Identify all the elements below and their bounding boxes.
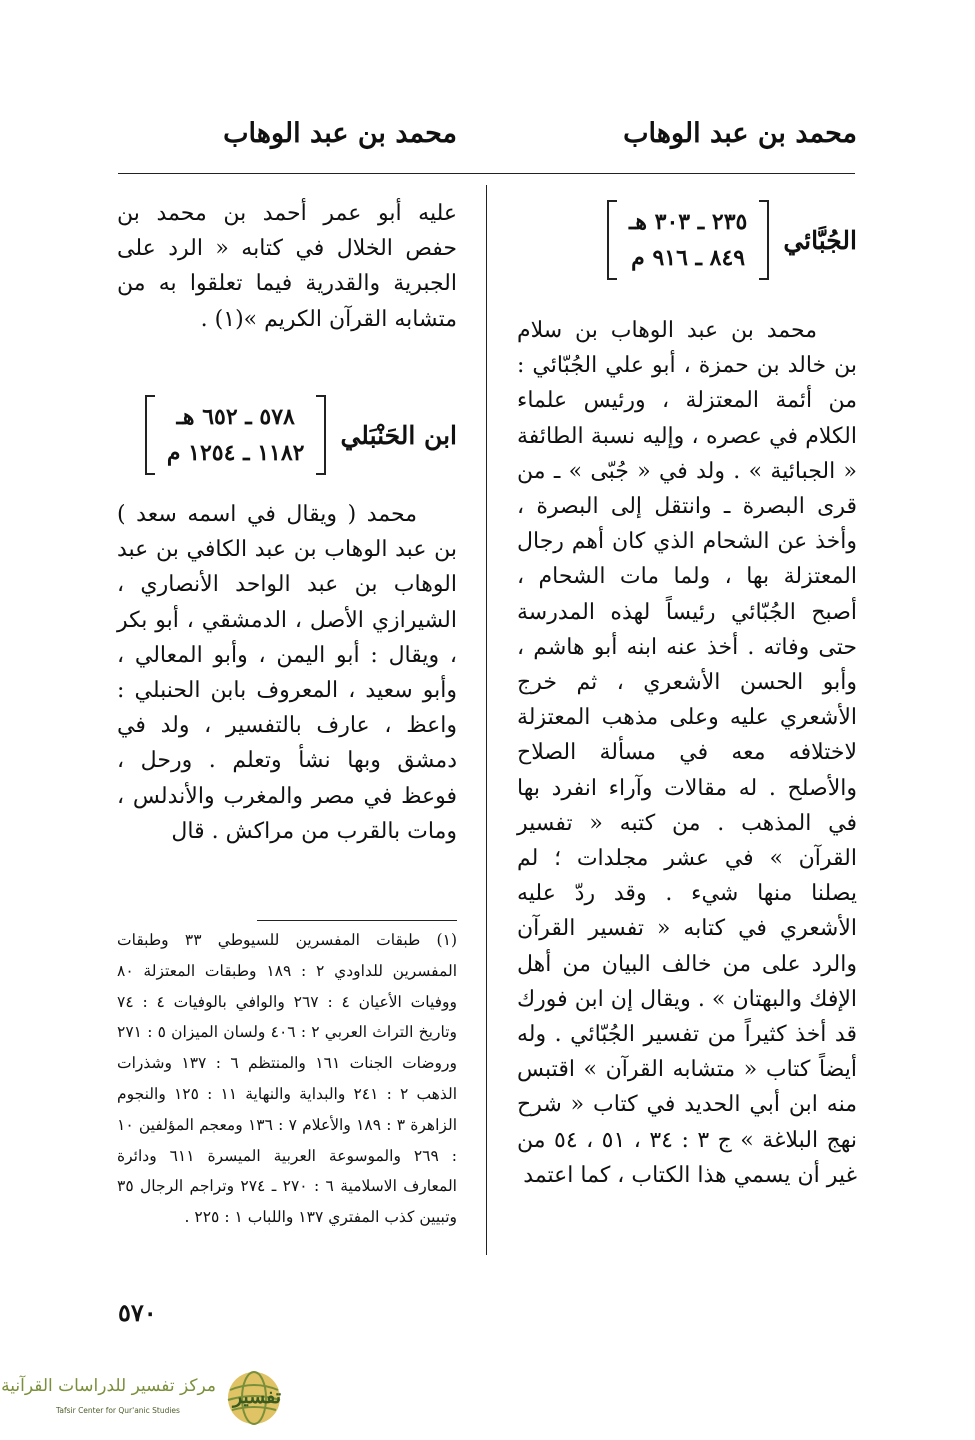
footnote-rule <box>257 920 457 921</box>
column-divider <box>486 185 487 1255</box>
dates-ad: ٨٤٩ ـ ٩١٦ م <box>631 245 746 271</box>
left-column-top-text <box>117 196 457 337</box>
entry-body: محمد ( ويقال في اسمه سعد ) بن عبد الوهاب بن عبد الكافي بن عبد الوهاب بن عبد الواحد الأنصاري ، الشيرازي الأصل ، الدمشقي ، أبو بكر ، ويقال : أبو اليمن ، وأبو المعالي ، وأبو سعيد ، المعروف بابن الحنبلي : واعظ ، عارف بالتفسير ، ولد في دمشق وبها نشأ وتعلم . ورحل ، فوعظ في مصر والمغرب والأندلس ، ومات بالقرب من مراكش . قال <box>117 502 457 844</box>
entry-heading-ibn-alhanbali <box>145 395 457 475</box>
entry-body: محمد بن عبد الوهاب بن سلام بن خالد بن حمزة ، أبو علي الجُبّائي : من أئمة المعتزلة ، ورئيس علماء الكلام في عصره ، وإليه نسبة الطائفة « الجبائية » . ولد في « جُبّى » ـ من قرى البصرة ـ وانتقل إلى البصرة ، وأخذ عن الشحام الذي كان أهم رجال المعتزلة بها ، ولما مات الشحام ، أصبح الجُبّائي رئيساً لهذه المدرسة حتى وفاته . أخذ عنه ابنه أبو هاشم ، وأبو الحسن الأشعري ، ثم خرج الأشعري عليه وعلى مذهب المعتزلة لاختلافه معه في مسألة الصلاح والأصلح . له مقالات وآراء انفرد بها في المذهب . من كتبه « تفسير القرآن » في عشر مجلدات ؛ لم يصلنا منها شيء . وقد ردّ عليه الأشعري في كتابه « تفسير القرآن والرد على من خالف البيان من أهل الإفك والبهتان » . ويقال إن ابن فورك قد أخذ كثيراً من تفسير الجُبّائي . وله أيضاً كتاب « متشابه القرآن » اقتبس منه ابن أبي الحديد في كتاب « شرح نهج البلاغة » ج ٣ : ٣٤ ، ٥١ ، ٥٤ من غير أن يسمي هذا الكتاب ، كما اعتمد <box>517 318 858 1188</box>
running-header-right: محمد بن عبد الوهاب <box>623 118 857 149</box>
dates-ad: ١١٨٢ ـ ١٢٥٤ م <box>166 440 305 466</box>
logo-arabic-text: مركز تفسير للدراسات القرآنية <box>1 1376 216 1396</box>
entry-name: الجُبَّائي <box>783 225 857 255</box>
entry-dates <box>607 200 769 280</box>
header-rule <box>118 173 855 174</box>
right-column-text <box>517 313 857 1193</box>
left-column-entry-text <box>117 497 457 849</box>
page-number: ٥٧٠ <box>118 1298 157 1327</box>
logo-english-text: Tafsir Center for Qur'anic Studies <box>56 1406 180 1415</box>
entry-name: ابن الحَنْبَلي <box>340 420 457 450</box>
continued-text: عليه أبو عمر أحمد بن محمد بن حفص الخلال في كتابه « الرد على الجبرية والقدرية فيما تعلقوا به من متشابه القرآن الكريم »(١) . <box>117 201 457 332</box>
running-header-left: محمد بن عبد الوهاب <box>223 118 457 149</box>
entry-dates <box>145 395 327 475</box>
logo-mark-word: تفسير <box>232 1386 282 1408</box>
dates-hijri: ٥٧٨ ـ ٦٥٢ هـ <box>176 404 295 430</box>
dates-hijri: ٢٣٥ ـ ٣٠٣ هـ <box>628 209 748 235</box>
footnote: (١) طبقات المفسرين للسيوطي ٣٣ وطبقات المفسرين للداودي ٢ : ١٨٩ وطبقات المعتزلة ٨٠ ووفيات الأعيان ٤ : ٢٦٧ والوافي بالوفيات ٤ : ٧٤ وتاريخ التراث العربي ٢ : ٤٠٦ ولسان الميزان ٥ : ٢٧١ وروضات الجنات ١٦١ والمنتظم ٦ : ١٣٧ وشذرات الذهب ٢ : ٢٤١ والبداية والنهاية ١١ : ١٢٥ والنجوم الزاهرة ٣ : ١٨٩ والأعلام ٧ : ١٣٦ ومعجم المؤلفين ١٠ : ٢٦٩ والموسوعة العربية الميسرة ٦١١ ودائرة المعارف الاسلامية ٦ : ٢٧٠ ـ ٢٧٤ وتراجم الرجال ٣٥ وتبيين كذب المفتري ١٣٧ واللباب ١ : ٢٢٥ . <box>117 931 458 1227</box>
entry-heading-jubbai <box>607 200 857 280</box>
publisher-logo <box>1 1368 292 1428</box>
